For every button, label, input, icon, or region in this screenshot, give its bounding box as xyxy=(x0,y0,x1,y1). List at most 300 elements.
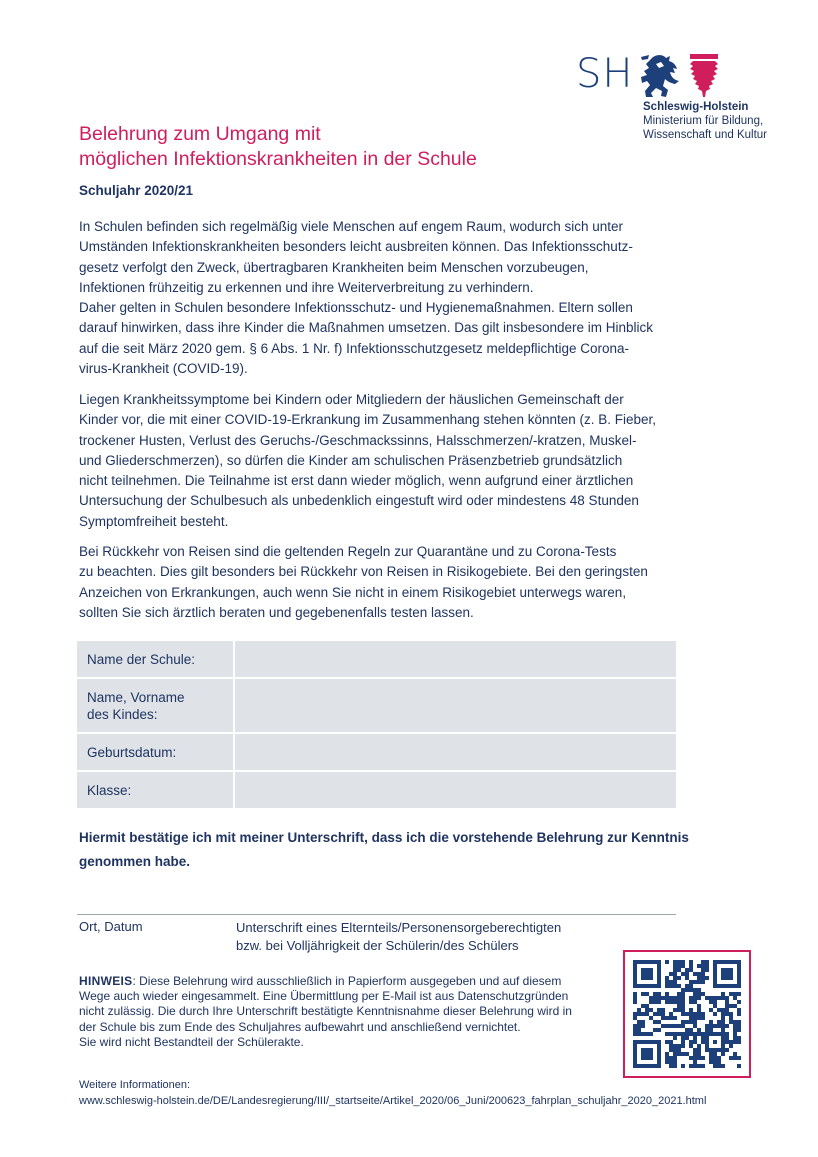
qr-module xyxy=(725,996,729,1000)
qr-module xyxy=(705,996,709,1000)
qr-module xyxy=(689,1000,693,1004)
qr-module xyxy=(665,1000,669,1004)
qr-module xyxy=(665,980,669,984)
para-line: Untersuchung der Schulbesuch als unbedenklich eingestuft wird oder mindestens 48 Stunden xyxy=(79,493,639,509)
qr-module xyxy=(697,964,701,968)
para-line: und Gliederschmerzen), so dürfen die Kinder am schulischen Präsenzbetrieb grundsätzlich xyxy=(79,452,623,468)
qr-module xyxy=(665,1024,669,1028)
qr-module xyxy=(653,1012,657,1016)
qr-module xyxy=(729,1040,733,1044)
qr-module xyxy=(697,1048,701,1052)
confirmation-line-2: genommen habe. xyxy=(79,854,191,869)
qr-module xyxy=(673,1036,677,1040)
qr-module xyxy=(665,960,669,964)
qr-module xyxy=(697,980,701,984)
qr-module xyxy=(677,976,681,980)
qr-module xyxy=(697,1052,701,1056)
qr-module xyxy=(701,964,705,968)
signature-field[interactable] xyxy=(77,870,680,914)
qr-module xyxy=(669,1044,673,1048)
qr-module xyxy=(689,996,693,1000)
qr-module xyxy=(721,1020,725,1024)
qr-module xyxy=(725,1032,729,1036)
qr-module xyxy=(689,1028,693,1032)
qr-module xyxy=(669,1000,673,1004)
qr-module xyxy=(697,1056,701,1060)
qr-module xyxy=(633,1012,637,1016)
qr-module xyxy=(693,996,697,1000)
qr-module xyxy=(737,1036,741,1040)
qr-module xyxy=(685,984,689,988)
qr-module xyxy=(717,1060,721,1064)
qr-module xyxy=(693,1060,697,1064)
qr-module xyxy=(649,1032,653,1036)
qr-module xyxy=(733,1020,737,1024)
child-name-field[interactable] xyxy=(235,679,676,732)
qr-module xyxy=(721,1008,725,1012)
student-info-form xyxy=(77,641,676,810)
qr-module xyxy=(673,1052,677,1056)
paragraph-infection-protection xyxy=(79,217,699,379)
qr-module xyxy=(649,1008,653,1012)
qr-module xyxy=(641,1048,653,1060)
qr-module xyxy=(669,1024,673,1028)
qr-module xyxy=(657,1012,661,1016)
qr-module xyxy=(693,1016,697,1020)
qr-module xyxy=(657,1028,661,1032)
label-text: Name der Schule: xyxy=(87,651,196,667)
qr-module xyxy=(709,1020,713,1024)
qr-module xyxy=(737,1056,741,1060)
para-line: In Schulen befinden sich regelmäßig viele Menschen auf engem Raum, wodurch sich unter xyxy=(79,219,624,234)
qr-module xyxy=(709,1060,713,1064)
qr-module xyxy=(685,972,689,976)
para-line: Infektionen frühzeitig zu erkennen und ihre Weiterverbreitung zu verhindern. xyxy=(79,279,534,295)
place-date-label: Ort, Datum xyxy=(79,919,143,934)
qr-module xyxy=(697,1032,701,1036)
qr-module xyxy=(681,1012,685,1016)
para-line: Bei Rückkehr von Reisen sind die geltenden Regeln zur Quarantäne und zu Corona-Tests xyxy=(79,544,617,559)
qr-module xyxy=(633,992,637,996)
qr-module xyxy=(737,1020,741,1024)
qr-module xyxy=(689,1044,693,1048)
qr-module xyxy=(689,1056,693,1060)
qr-module xyxy=(701,972,705,976)
form-row-birthdate xyxy=(77,734,676,770)
label-text: des Kindes: xyxy=(87,706,158,722)
hint-line: : Diese Belehrung wird ausschließlich in Papierform ausgegeben und auf diesem xyxy=(132,974,562,988)
para-line: Liegen Krankheitssymptome bei Kindern oder Mitgliedern der häuslichen Gemeinschaft der xyxy=(79,392,624,407)
qr-module xyxy=(697,1044,701,1048)
qr-module xyxy=(737,1064,741,1068)
qr-module xyxy=(693,972,697,976)
qr-module xyxy=(693,1056,697,1060)
more-info-label: Weitere Informationen: xyxy=(79,1079,191,1091)
school-name-field[interactable] xyxy=(235,641,676,677)
qr-module xyxy=(677,1032,681,1036)
qr-module xyxy=(721,992,725,996)
qr-module xyxy=(733,1040,737,1044)
qr-module xyxy=(665,1016,669,1020)
qr-module xyxy=(645,1008,649,1012)
qr-module xyxy=(677,960,681,964)
qr-module xyxy=(693,1024,697,1028)
qr-module xyxy=(733,996,737,1000)
more-info-link[interactable]: www.schleswig-holstein.de/DE/Landesregierung/III/_startseite/Artikel_2020/06_Juni/200623_fahrplan_schuljahr_2020_2021.html xyxy=(79,1095,707,1107)
para-line: Umständen Infektionskrankheiten besonders leicht ausbreiten können. Das Infektionsschutz- xyxy=(79,239,633,255)
qr-module xyxy=(697,1064,701,1068)
qr-module xyxy=(669,1016,673,1020)
para-line: gesetz verfolgt den Zweck, übertragbaren Krankheiten beim Menschen vorzubeugen, xyxy=(79,259,589,275)
qr-module xyxy=(713,1056,717,1060)
signature-label-line-1: Unterschrift eines Elternteils/Personensorgeberechtigten xyxy=(236,920,562,935)
qr-module xyxy=(693,1000,697,1004)
qr-module xyxy=(685,1052,689,1056)
para-line: nicht teilnehmen. Die Teilnahme ist erst dann wieder möglich, wenn aufgrund einer ärztlichen xyxy=(79,473,634,489)
qr-module xyxy=(725,1008,729,1012)
qr-module xyxy=(689,980,693,984)
qr-module xyxy=(685,1012,689,1016)
qr-module xyxy=(697,1004,701,1008)
qr-module xyxy=(673,968,677,972)
ministry-line-2: Wissenschaft und Kultur xyxy=(643,129,768,141)
qr-module xyxy=(693,1020,697,1024)
qr-module xyxy=(685,1020,689,1024)
form-row-class xyxy=(77,772,676,808)
qr-module xyxy=(645,992,649,996)
qr-module xyxy=(641,1020,645,1024)
more-info xyxy=(79,1077,706,1109)
qr-module xyxy=(697,972,701,976)
qr-module xyxy=(693,1052,697,1056)
nettle-leaf-coat-of-arms-icon xyxy=(687,53,721,99)
qr-module xyxy=(673,1044,677,1048)
qr-module xyxy=(733,992,737,996)
qr-module xyxy=(677,1004,681,1008)
qr-module xyxy=(721,1024,725,1028)
qr-module xyxy=(677,1024,681,1028)
qr-module xyxy=(681,992,685,996)
qr-module xyxy=(709,1024,713,1028)
qr-module xyxy=(641,1004,645,1008)
qr-module xyxy=(733,1032,737,1036)
qr-module xyxy=(673,964,677,968)
qr-module xyxy=(689,960,693,964)
qr-module xyxy=(661,1016,665,1020)
qr-module xyxy=(713,1024,717,1028)
qr-module xyxy=(669,1040,673,1044)
qr-module xyxy=(673,1048,677,1052)
qr-module xyxy=(709,996,713,1000)
qr-module xyxy=(661,1008,665,1012)
qr-module xyxy=(645,1004,649,1008)
qr-module xyxy=(729,1004,733,1008)
qr-module xyxy=(681,964,685,968)
qr-module xyxy=(721,968,733,980)
qr-module xyxy=(733,1052,737,1056)
qr-module xyxy=(665,1032,669,1036)
qr-module xyxy=(685,968,689,972)
qr-module xyxy=(701,992,705,996)
qr-module xyxy=(677,992,681,996)
qr-module xyxy=(649,1016,653,1020)
hint-line: der Schule bis zum Ende des Schuljahres aufbewahrt und anschließend vernichtet. xyxy=(79,1019,521,1034)
birthdate-label xyxy=(77,734,233,770)
form-row-child-name xyxy=(77,679,676,732)
qr-module xyxy=(673,1056,677,1060)
qr-module xyxy=(693,1048,697,1052)
qr-module xyxy=(685,1028,689,1032)
qr-module xyxy=(701,976,705,980)
qr-module xyxy=(689,964,693,968)
qr-module xyxy=(669,1012,673,1016)
qr-module xyxy=(689,1012,693,1016)
qr-module xyxy=(665,1052,669,1056)
qr-module xyxy=(733,1024,737,1028)
qr-module xyxy=(669,972,673,976)
para-line: sollten Sie sich ärztlich beraten und gegebenenfalls testen lassen. xyxy=(79,604,474,620)
qr-module xyxy=(701,1016,705,1020)
qr-module xyxy=(669,996,673,1000)
qr-module xyxy=(657,1008,661,1012)
para-line: darauf hinwirken, dass ihre Kinder die Maßnahmen umsetzen. Das gilt insbesondere im Hinblick xyxy=(79,320,654,336)
class-label xyxy=(77,772,233,808)
hint-notice xyxy=(79,974,609,1050)
qr-module xyxy=(697,1028,701,1032)
qr-module xyxy=(693,988,697,992)
qr-module xyxy=(681,1036,685,1040)
qr-module xyxy=(677,1008,681,1012)
qr-module xyxy=(673,1016,677,1020)
form-row-school-name xyxy=(77,641,676,677)
label-text: Name, Vorname xyxy=(87,689,185,705)
qr-module xyxy=(657,992,661,996)
qr-module xyxy=(637,1032,641,1036)
qr-module xyxy=(677,996,681,1000)
org-name: Schleswig-Holstein xyxy=(643,101,749,113)
qr-module xyxy=(713,1060,717,1064)
qr-module xyxy=(657,1020,661,1024)
qr-module xyxy=(669,1060,673,1064)
child-name-label xyxy=(77,679,233,732)
ministry-line-1: Ministerium für Bildung, xyxy=(643,115,764,127)
qr-module xyxy=(721,1012,725,1016)
qr-module xyxy=(725,1048,729,1052)
qr-module xyxy=(677,968,681,972)
qr-module xyxy=(637,1020,641,1024)
school-name-label xyxy=(77,641,233,677)
qr-module xyxy=(713,1012,717,1016)
qr-module xyxy=(701,1012,705,1016)
qr-module xyxy=(665,996,669,1000)
para-line: Symptomfreiheit besteht. xyxy=(79,513,229,529)
hint-line: Wege auch wieder eingesammelt. Eine Übermittlung per E-Mail ist aus Datenschutzgründen xyxy=(79,989,569,1004)
qr-module xyxy=(729,1016,733,1020)
qr-module xyxy=(673,1024,677,1028)
qr-module xyxy=(713,1052,717,1056)
confirmation-line-1: Hiermit bestätige ich mit meiner Unterschrift, dass ich die vorstehende Belehrung zur Kenntnis xyxy=(79,830,689,845)
qr-module xyxy=(709,1052,713,1056)
class-field[interactable] xyxy=(235,772,676,808)
qr-module xyxy=(689,984,693,988)
qr-module xyxy=(669,1064,673,1068)
qr-module xyxy=(705,1028,709,1032)
qr-module xyxy=(697,992,701,996)
qr-module xyxy=(697,996,701,1000)
qr-module xyxy=(721,1052,725,1056)
qr-module xyxy=(733,1028,737,1032)
qr-module xyxy=(693,1064,697,1068)
qr-module xyxy=(681,1040,685,1044)
ministry-name xyxy=(643,100,767,142)
qr-module xyxy=(641,1032,645,1036)
qr-module xyxy=(701,1064,705,1068)
title-line-2: möglichen Infektionskrankheiten in der Schule xyxy=(79,148,477,170)
qr-module xyxy=(709,1000,713,1004)
qr-module xyxy=(733,1036,737,1040)
qr-module xyxy=(673,972,677,976)
qr-module xyxy=(633,996,637,1000)
qr-module xyxy=(661,1024,665,1028)
qr-module xyxy=(657,1000,661,1004)
qr-module xyxy=(689,1040,693,1044)
confirmation-statement xyxy=(79,826,699,874)
qr-module xyxy=(681,1032,685,1036)
qr-module xyxy=(673,1032,677,1036)
qr-module xyxy=(681,988,685,992)
qr-module xyxy=(721,1016,725,1020)
qr-module xyxy=(701,1056,705,1060)
qr-module xyxy=(673,1064,677,1068)
school-year: Schuljahr 2020/21 xyxy=(79,183,194,198)
qr-module xyxy=(737,1012,741,1016)
qr-module xyxy=(641,1012,645,1016)
birthdate-field[interactable] xyxy=(235,734,676,770)
signature-label-line-2: bzw. bei Volljährigkeit der Schülerin/des Schülers xyxy=(236,938,519,953)
qr-module xyxy=(697,976,701,980)
qr-module xyxy=(705,960,709,964)
qr-module xyxy=(717,1056,721,1060)
para-line: Kinder vor, die mit einer COVID-19-Erkrankung im Zusammenhang stehen könnten (z. B. Fieber, xyxy=(79,412,657,428)
logo-sh-text: SH xyxy=(576,51,634,97)
signature-line xyxy=(77,914,676,915)
qr-module xyxy=(641,992,645,996)
qr-code[interactable] xyxy=(623,950,751,1078)
qr-module xyxy=(641,968,653,980)
qr-module xyxy=(729,1012,733,1016)
qr-module xyxy=(665,1060,669,1064)
qr-module xyxy=(633,1032,637,1036)
qr-module xyxy=(677,1052,681,1056)
qr-module xyxy=(633,1028,637,1032)
paragraph-travel xyxy=(79,542,699,623)
qr-module xyxy=(725,1036,729,1040)
qr-module xyxy=(733,1004,737,1008)
qr-module xyxy=(681,1008,685,1012)
qr-module xyxy=(689,1032,693,1036)
qr-module xyxy=(665,1056,669,1060)
qr-module xyxy=(673,976,677,980)
qr-module xyxy=(649,996,653,1000)
qr-module xyxy=(713,1064,717,1068)
qr-module xyxy=(709,1056,713,1060)
qr-module xyxy=(701,960,705,964)
qr-module xyxy=(637,1008,641,1012)
qr-module xyxy=(681,1020,685,1024)
qr-module xyxy=(669,1032,673,1036)
qr-module xyxy=(677,1000,681,1004)
qr-module xyxy=(681,960,685,964)
qr-module xyxy=(717,1008,721,1012)
paragraph-symptoms xyxy=(79,390,699,532)
qr-module xyxy=(693,1012,697,1016)
qr-module xyxy=(637,1028,641,1032)
qr-module xyxy=(725,1012,729,1016)
qr-module xyxy=(685,1036,689,1040)
qr-module xyxy=(633,1024,637,1028)
qr-module xyxy=(729,1020,733,1024)
para-line: zu beachten. Dies gilt besonders bei Rückkehr von Reisen in Risikogebiete. Bei den geringsten xyxy=(79,564,648,580)
qr-module xyxy=(705,1024,709,1028)
qr-module xyxy=(653,996,657,1000)
para-line: trockener Husten, Verlust des Geruchs-/Geschmackssinns, Halsschmerzen/-kratzen, Muskel- xyxy=(79,432,637,448)
qr-module xyxy=(717,1020,721,1024)
qr-module xyxy=(653,992,657,996)
qr-module xyxy=(645,1032,649,1036)
signature-label xyxy=(236,919,561,955)
qr-module xyxy=(681,1024,685,1028)
qr-module xyxy=(637,1024,641,1028)
qr-module xyxy=(681,1064,685,1068)
qr-module xyxy=(737,1024,741,1028)
qr-module xyxy=(717,1024,721,1028)
qr-module xyxy=(721,996,725,1000)
qr-module xyxy=(713,1000,717,1004)
qr-module xyxy=(665,1040,669,1044)
qr-module xyxy=(725,1024,729,1028)
qr-module xyxy=(673,960,677,964)
qr-module xyxy=(701,1032,705,1036)
para-line: virus-Krankheit (COVID-19). xyxy=(79,361,248,377)
qr-module xyxy=(721,1028,725,1032)
qr-module xyxy=(669,984,673,988)
qr-module xyxy=(661,1012,665,1016)
qr-module xyxy=(653,1000,657,1004)
label-text: Klasse: xyxy=(87,782,132,798)
qr-module xyxy=(717,996,721,1000)
qr-module xyxy=(697,1016,701,1020)
qr-module xyxy=(697,988,701,992)
qr-module xyxy=(661,996,665,1000)
qr-module xyxy=(673,1000,677,1004)
qr-module xyxy=(677,984,681,988)
qr-module xyxy=(705,968,709,972)
qr-module xyxy=(669,980,673,984)
qr-module xyxy=(725,1040,729,1044)
qr-module xyxy=(697,1012,701,1016)
qr-module xyxy=(665,976,669,980)
qr-module xyxy=(713,996,717,1000)
hint-line: Sie wird nicht Bestandteil der Schülerakte. xyxy=(79,1034,304,1049)
qr-module xyxy=(665,984,669,988)
qr-module xyxy=(713,1040,717,1044)
qr-module xyxy=(673,980,677,984)
qr-module xyxy=(689,1008,693,1012)
title-line-1: Belehrung zum Umgang mit xyxy=(79,123,321,145)
qr-module xyxy=(637,1012,641,1016)
qr-module xyxy=(717,1064,721,1068)
qr-module xyxy=(669,1056,673,1060)
